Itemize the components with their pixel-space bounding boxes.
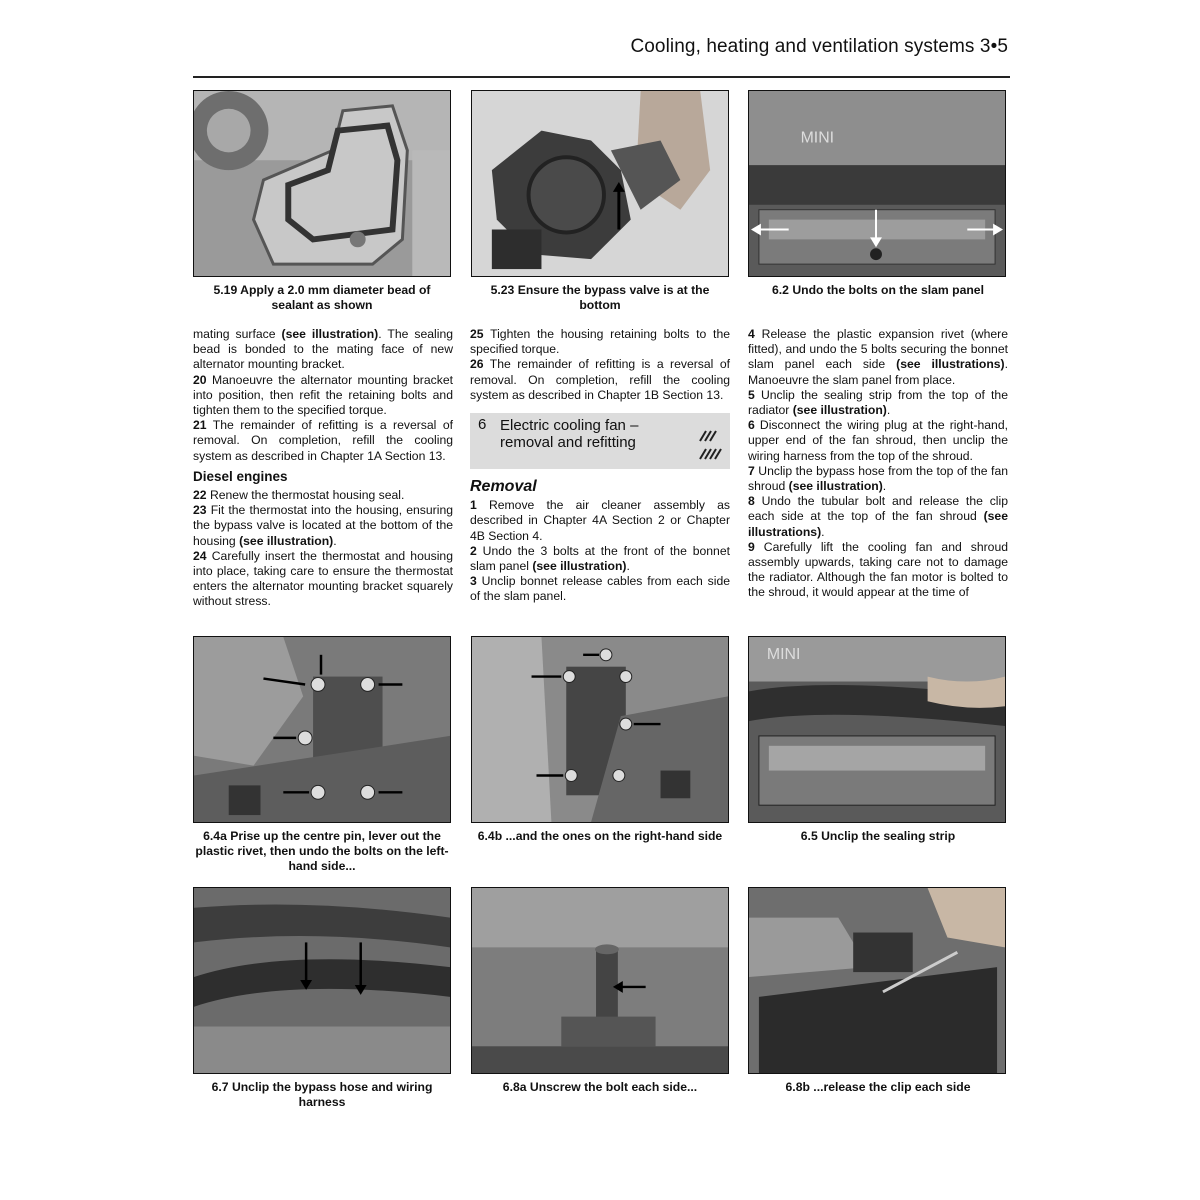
- caption-6-7: 6.7 Unclip the bypass hose and wiring harness: [211, 1080, 433, 1109]
- photo-6-7: [193, 887, 451, 1074]
- step-20: 20 Manoeuvre the alternator mounting bracket into position, then refit the retaining bolts and tighten them to the specified torque.: [193, 372, 453, 418]
- step-r2: 2 Undo the 3 bolts at the front of the bonnet slam panel (see illustration).: [470, 543, 730, 574]
- removal-heading: Removal: [470, 478, 537, 496]
- photo-6-5: [748, 636, 1006, 823]
- caption-6-4a: 6.4a Prise up the centre pin, lever out the plastic rivet, then undo the bolts on the left-hand side...: [195, 829, 449, 873]
- photo-6-8b: [748, 887, 1006, 1074]
- mini-logo: MINI: [800, 129, 835, 147]
- section-number: 6: [478, 416, 487, 434]
- text-column-2: [470, 327, 730, 605]
- section-title: Electric cooling fan – removal and refitting: [500, 417, 639, 452]
- step-r1: 1 Remove the air cleaner assembly as described in Chapter 4A Section 2 or Chapter 4B Section 4.: [470, 498, 730, 543]
- step-25: 25 Tighten the housing retaining bolts to the specified torque.: [470, 327, 730, 357]
- text-column-3: [748, 327, 1008, 601]
- diesel-engines-heading: Diesel engines: [193, 468, 288, 484]
- step-r4: 4 Release the plastic expansion rivet (where fitted), and undo the 5 bolts securing the bonnet slam panel each side (see illustrations). Manoeuvre the slam panel from place.: [748, 327, 1009, 387]
- paragraph-intro: mating surface (see illustration). The sealing bead is bonded to the mating face of new alternator mounting bracket.: [193, 327, 453, 372]
- step-r5: 5 Unclip the sealing strip from the top of the radiator (see illustration).: [748, 387, 1008, 418]
- caption-6-8b: 6.8b ...release the clip each side: [785, 1080, 971, 1094]
- photo-6-4a: [193, 636, 451, 823]
- step-23: 23 Fit the thermostat into the housing, ensuring the bypass valve is located at the bottom of the housing (see illustration).: [193, 503, 453, 548]
- header-rule: [193, 76, 1010, 78]
- see-illustration-ref: (see illustration): [281, 327, 379, 341]
- step-r3: 3 Unclip bonnet release cables from each side of the slam panel.: [470, 574, 731, 604]
- photo-6-8a: [471, 887, 729, 1074]
- step-26: 26 The remainder of refitting is a reversal of removal. On completion, refill the cooling system as described in Chapter 1B Section 13.: [470, 357, 730, 402]
- section-6-header: [470, 413, 730, 469]
- step-r9: 9 Carefully lift the cooling fan and shroud assembly upwards, taking care not to damage the radiator. Although the fan motor is bolted to the shroud, it would appear at the time of: [748, 539, 1008, 600]
- photo-6-2: [748, 90, 1006, 277]
- step-21: 21 The remainder of refitting is a reversal of removal. On completion, refill the cooling system as described in Chapter 1A Section 13.: [193, 418, 453, 463]
- step-r7: 7 Unclip the bypass hose from the top of the fan shroud (see illustration).: [748, 463, 1009, 494]
- caption-6-2: 6.2 Undo the bolts on the slam panel: [772, 283, 984, 297]
- photo-5-19: [193, 90, 451, 277]
- mini-logo-2: MINI: [766, 645, 801, 663]
- page-header-title: Cooling, heating and ventilation systems 3•5: [630, 36, 1008, 57]
- step-22: 22 Renew the thermostat housing seal.: [193, 488, 405, 503]
- caption-5-23: 5.23 Ensure the bypass valve is at the bottom: [490, 283, 710, 312]
- caption-6-8a: 6.8a Unscrew the bolt each side...: [502, 1080, 698, 1094]
- photo-5-23: [471, 90, 729, 277]
- step-r8: 8 Undo the tubular bolt and release the clip each side at the top of the fan shroud (see illustrations).: [748, 494, 1009, 539]
- caption-6-4b: 6.4b ...and the ones on the right-hand side: [477, 829, 723, 843]
- step-r6: 6 Disconnect the wiring plug at the right-hand, upper end of the fan shroud, then unclip the wiring harness from the top of the shroud.: [748, 418, 1008, 463]
- step-24: 24 Carefully insert the thermostat and housing into place, taking care to ensure the thermostat enters the alternator mounting bracket squarely without stress.: [193, 548, 453, 609]
- caption-5-19: 5.19 Apply a 2.0 mm diameter bead of sealant as shown: [213, 283, 431, 312]
- photo-6-4b: [471, 636, 729, 823]
- difficulty-spanner-icon: [696, 419, 722, 465]
- caption-6-5: 6.5 Unclip the sealing strip: [800, 829, 956, 843]
- text-column-1: [193, 327, 453, 610]
